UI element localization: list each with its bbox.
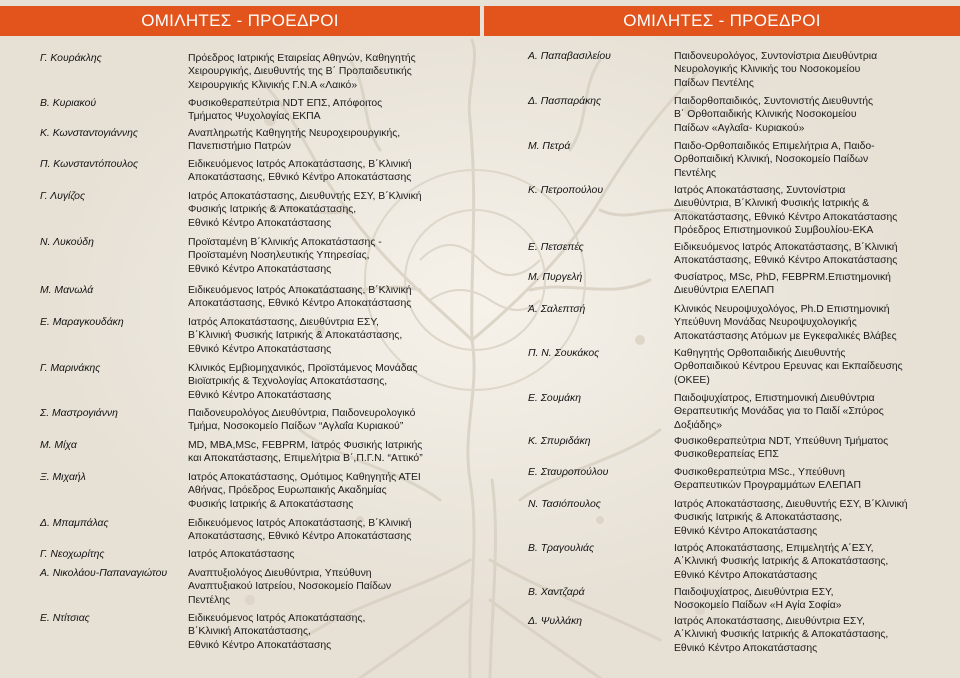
affiliation-line: Διευθύντρια ΕΛΕΠΑΠ	[674, 285, 775, 297]
affiliation-line: MD, MBA,MSc, FEBPRM, Ιατρός Φυσικής Ιατρικής	[188, 440, 423, 451]
affiliation-line: Ορθοπαιδικού Κέντρου Ερευνας και Εκπαίδευσης	[674, 361, 903, 373]
speaker-name: Δ. Ψυλλάκη	[528, 616, 583, 627]
affiliation-line: Ιατρός Αποκατάστασης, Συντονίστρια	[674, 185, 846, 196]
speaker-name: Ε. Σουμάκη	[528, 393, 582, 404]
affiliation-line: Εθνικό Κέντρο Αποκατάστασης	[674, 569, 818, 581]
speaker-entry	[528, 392, 948, 432]
speaker-entry	[40, 439, 480, 466]
affiliation-line: Κλινικός Εμβιομηχανικός, Προϊστάμενος Μονάδας	[188, 363, 418, 374]
speaker-name: Ά. Σαλεπτσή	[528, 304, 586, 315]
affiliation-line: Ειδικευόμενος Ιατρός Αποκατάστασης,	[188, 613, 366, 624]
affiliation-line: Παιδονευρολόγος, Συντονίστρια Διευθύντρια	[674, 51, 878, 62]
speaker-affiliation	[674, 498, 948, 538]
affiliation-line: Αναπτυξιολόγος Διευθύντρια, Υπεύθυνη	[188, 568, 372, 579]
affiliation-line: Διευθύντρια, Β΄Κλινική Φυσικής Ιατρικής &	[674, 198, 870, 210]
speaker-entry	[528, 586, 948, 613]
speaker-entry	[528, 542, 948, 582]
affiliation-line: Φυσικής Ιατρικής & Αποκατάστασης,	[188, 204, 357, 216]
speaker-affiliation	[188, 236, 480, 276]
affiliation-line: Ορθοπαιδική Κλινική, Νοσοκομείο Παίδων	[674, 154, 869, 166]
affiliation-line: Εθνικό Κέντρο Αποκατάστασης	[188, 263, 332, 275]
affiliation-line: Κλινικός Νευροψυχολόγος, Ph.D Επιστημονική	[674, 304, 890, 315]
affiliation-line: (ΟΚΕΕ)	[674, 374, 710, 386]
affiliation-line: Ιατρός Αποκατάστασης, Διευθύντρια ΕΣΥ,	[188, 317, 379, 328]
affiliation-line: Ιατρός Αποκατάστασης, Διευθυντής ΕΣΥ, Β΄Κλινική	[674, 499, 908, 510]
affiliation-line: Παιδοψυχίατρος, Επιστημονική Διευθύντρια	[674, 393, 875, 404]
affiliation-line: Πεντέλης	[674, 167, 717, 179]
affiliation-line: Υπεύθυνη Μονάδας Νευροψυχολογικής	[674, 317, 857, 329]
speaker-entry	[528, 347, 948, 387]
speaker-name: Ε. Ντίτσιας	[40, 613, 90, 624]
affiliation-line: Αποκατάστασης, Εθνικό Κέντρο Αποκατάστασης	[188, 298, 412, 310]
speaker-entry	[40, 407, 480, 434]
speaker-name: Κ. Πετροπούλου	[528, 185, 604, 196]
affiliation-line: Εθνικό Κέντρο Αποκατάστασης	[674, 642, 818, 654]
speaker-name: Ε. Σταυροπούλου	[528, 467, 609, 478]
affiliation-line: Αποκατάστασης, Εθνικό Κέντρο Αποκατάστασης	[674, 255, 898, 267]
speaker-affiliation	[188, 439, 480, 466]
speaker-name: Α. Παπαβασιλείου	[528, 51, 611, 62]
affiliation-line: Παιδο-Ορθοπαιδικός Επιμελήτρια Α, Παιδο-	[674, 141, 875, 152]
speaker-entry	[40, 567, 480, 607]
affiliation-line: Παιδονευρολόγος Διευθύντρια, Παιδονευρολογικό	[188, 408, 416, 419]
affiliation-line: Αποκατάστασης, Εθνικό Κέντρο Αποκατάστασης	[188, 531, 412, 543]
affiliation-line: Παίδων «Αγλαΐα- Κυριακού»	[674, 122, 805, 134]
speaker-entry	[40, 190, 480, 230]
affiliation-line: Ιατρός Αποκατάστασης, Διευθυντής ΕΣΥ, Β΄Κλινική	[188, 191, 422, 202]
affiliation-line: Θεραπευτικών Προγραμμάτων ΕΛΕΠΑΠ	[674, 480, 861, 492]
speaker-name: Α. Νικολάου-Παπαναγιώτου	[40, 568, 168, 579]
speaker-name: Μ. Πυργελή	[528, 272, 583, 283]
speaker-entry	[528, 498, 948, 538]
affiliation-line: Δοξιάδης»	[674, 419, 723, 431]
affiliation-line: Τμήμα, Νοσοκομείο Παίδων “Αγλαΐα Κυριακού”	[188, 421, 404, 433]
affiliation-line: Αποκατάστασης, Εθνικό Κέντρο Αποκατάστασης	[188, 172, 412, 184]
affiliation-line: Β΄Κλινική Φυσικής Ιατρικής & Αποκατάστασης,	[188, 330, 403, 342]
affiliation-line: Εθνικό Κέντρο Αποκατάστασης	[188, 639, 332, 651]
affiliation-line: Ιατρός Αποκατάστασης, Επιμελητής Α΄ΕΣΥ,	[674, 543, 874, 554]
speaker-entry	[528, 615, 948, 655]
speaker-entry	[528, 241, 948, 268]
speaker-affiliation	[188, 517, 480, 544]
affiliation-line: Αθήνας, Πρόεδρος Ευρωπαικής Ακαδημίας	[188, 485, 387, 497]
speaker-entry	[40, 316, 480, 356]
speaker-name: Ε. Μαραγκουδάκη	[40, 317, 124, 328]
speaker-entry	[528, 95, 948, 135]
speaker-affiliation	[188, 97, 480, 124]
speaker-affiliation	[674, 347, 948, 387]
speaker-name: Ν. Λυκούδη	[40, 237, 94, 248]
speaker-name: Ε. Πετσεπές	[528, 242, 584, 253]
speaker-affiliation	[188, 316, 480, 356]
affiliation-line: Αναπτυξιακού Ιατρείου, Νοσοκομείο Παίδων	[188, 581, 392, 593]
speaker-name: Δ. Πασπαράκης	[528, 96, 602, 107]
affiliation-line: Αποκατάστασης Ατόμων με Εγκεφαλικές Βλάβες	[674, 330, 897, 342]
affiliation-line: Ειδικευόμενος Ιατρός Αποκατάστασης, Β΄Κλινική	[674, 242, 898, 253]
speaker-affiliation	[188, 407, 480, 434]
speaker-affiliation	[674, 542, 948, 582]
affiliation-line: Νευρολογικής Κλινικής του Νοσοκομείου	[674, 64, 861, 76]
speaker-entry	[40, 471, 480, 511]
speaker-affiliation	[188, 362, 480, 402]
speaker-affiliation	[674, 615, 948, 655]
affiliation-line: Α΄Κλινική Φυσικής Ιατρικής & Αποκατάστασης,	[674, 629, 889, 641]
speaker-entry	[40, 127, 480, 154]
affiliation-line: Φυσικής Ιατρικής & Αποκατάστασης,	[674, 512, 843, 524]
speaker-name: Ν. Τασιόπουλος	[528, 499, 601, 510]
affiliation-line: Φυσίατρος, MSc, PhD, FEBPRM.Επιστημονική	[674, 272, 891, 283]
speaker-entry	[40, 284, 480, 311]
speaker-affiliation	[188, 567, 480, 607]
affiliation-line: Αναπληρωτής Καθηγητής Νευροχειρουργικής,	[188, 128, 401, 139]
speaker-affiliation	[674, 392, 948, 432]
affiliation-line: Εθνικό Κέντρο Αποκατάστασης	[188, 389, 332, 401]
speaker-affiliation	[188, 158, 480, 185]
speaker-entry	[528, 271, 948, 298]
speaker-name: Μ. Πετρά	[528, 141, 571, 152]
affiliation-line: Εθνικό Κέντρο Αποκατάστασης	[674, 525, 818, 537]
speaker-affiliation	[674, 466, 948, 493]
speaker-name: Κ. Σπυριδάκη	[528, 436, 591, 447]
affiliation-line: και Αποκατάστασης, Επιμελήτρια Β΄,Π.Γ.Ν. “Αττικό”	[188, 453, 423, 465]
speaker-name: Γ. Κουράκλης	[40, 53, 102, 64]
speaker-affiliation	[674, 140, 948, 180]
speaker-name: Σ. Μαστρογιάννη	[40, 408, 118, 419]
affiliation-line: Καθηγητής Ορθοπαιδικής Διευθυντής	[674, 348, 846, 359]
affiliation-line: Θεραπευτικής Μονάδας για το Παιδί «Σπύρος	[674, 406, 884, 418]
speaker-entry	[528, 466, 948, 493]
speaker-entry	[40, 612, 480, 652]
speaker-affiliation	[188, 612, 480, 652]
affiliation-line: Ιατρός Αποκατάστασης, Διευθύντρια ΕΣΥ,	[674, 616, 865, 627]
speaker-name: Β. Κυριακού	[40, 98, 97, 109]
speaker-name: Κ. Κωνσταντογιάννης	[40, 128, 138, 139]
affiliation-line: Β΄Κλινική Αποκατάστασης,	[188, 626, 311, 638]
speaker-name: Π. Κωνσταντόπουλος	[40, 159, 139, 170]
affiliation-line: Βιοϊατρικής & Τεχνολογίας Αποκατάστασης,	[188, 376, 388, 388]
speaker-affiliation	[674, 241, 948, 268]
speaker-entry	[528, 184, 948, 238]
affiliation-line: Χειρουργικής Κλινικής Γ.Ν.Α «Λαικό»	[188, 79, 358, 91]
affiliation-line: Α΄Κλινική Φυσικής Ιατρικής & Αποκατάστασης,	[674, 556, 889, 568]
speaker-affiliation	[188, 284, 480, 311]
affiliation-line: Φυσικοθεραπεύτρια NDT ΕΠΣ, Απόφοιτος	[188, 98, 383, 109]
speaker-name: Ξ. Μιχαήλ	[40, 472, 86, 483]
speaker-affiliation	[188, 52, 480, 92]
speaker-entry	[40, 548, 480, 561]
speaker-name: Γ. Λυγίζος	[40, 191, 85, 202]
speaker-name: Β. Χαντζαρά	[528, 587, 585, 598]
affiliation-line: Φυσικοθεραπείας ΕΠΣ	[674, 449, 779, 461]
speaker-entry	[40, 52, 480, 92]
speaker-entry	[40, 158, 480, 185]
speaker-affiliation	[188, 190, 480, 230]
affiliation-line: Τμήματος Ψυχολογίας ΕΚΠΑ	[188, 111, 321, 123]
speaker-affiliation	[674, 303, 948, 343]
speaker-affiliation	[674, 184, 948, 238]
speaker-affiliation	[188, 548, 480, 561]
speaker-name: Μ. Μανωλά	[40, 285, 94, 296]
speaker-entry	[528, 50, 948, 90]
affiliation-line: Παιδοψυχίατρος, Διευθύντρια ΕΣΥ,	[674, 587, 834, 598]
affiliation-line: Πρόεδρος Ιατρικής Εταιρείας Αθηνών, Καθηγητής	[188, 53, 416, 64]
affiliation-line: Αποκατάστασης, Εθνικό Κέντρο Αποκατάστασης	[674, 211, 898, 223]
speaker-entry	[528, 140, 948, 180]
affiliation-line: Ειδικευόμενος Ιατρός Αποκατάστασης, Β΄Κλινική	[188, 159, 412, 170]
affiliation-line: Νοσοκομείο Παίδων «Η Αγία Σοφία»	[674, 600, 842, 612]
speaker-affiliation	[674, 271, 948, 298]
speakers-header-left: ΟΜΙΛΗΤΕΣ - ΠΡΟΕΔΡΟΙ	[0, 6, 480, 36]
speakers-header-right: ΟΜΙΛΗΤΕΣ - ΠΡΟΕΔΡΟΙ	[484, 6, 960, 36]
affiliation-line: Πεντέλης	[188, 594, 231, 606]
speaker-entry	[40, 97, 480, 124]
affiliation-line: Προϊσταμένη Νοσηλευτικής Υπηρεσίας,	[188, 250, 370, 262]
affiliation-line: Ειδικευόμενος Ιατρός Αποκατάστασης, Β΄Κλινική	[188, 285, 412, 296]
affiliation-line: Β΄ Ορθοπαιδικής Κλινικής Νοσοκομείου	[674, 109, 857, 121]
speaker-name: Π. Ν. Σουκάκος	[528, 348, 600, 359]
speaker-entry	[40, 362, 480, 402]
speaker-entry	[528, 303, 948, 343]
affiliation-line: Φυσικοθεραπεύτρια NDT, Υπεύθυνη Τμήματος	[674, 436, 889, 447]
affiliation-line: Προϊσταμένη Β΄Κλινικής Αποκατάστασης -	[188, 237, 382, 248]
speaker-name: Μ. Μίχα	[40, 440, 77, 451]
speaker-name: Δ. Μπαμπάλας	[40, 518, 109, 529]
speaker-entry	[40, 517, 480, 544]
speaker-entry	[528, 435, 948, 462]
affiliation-line: Πανεπιστήμιο Πατρών	[188, 141, 291, 153]
affiliation-line: Ιατρός Αποκατάστασης, Ομότιμος Καθηγητής ΑΤΕΙ	[188, 472, 421, 483]
affiliation-line: Εθνικό Κέντρο Αποκατάστασης	[188, 343, 332, 355]
affiliation-line: Εθνικό Κέντρο Αποκατάστασης	[188, 217, 332, 229]
speaker-affiliation	[674, 586, 948, 613]
affiliation-line: Παιδορθοπαιδικός, Συντονιστής Διευθυντής	[674, 96, 874, 107]
speaker-name: Γ. Νεοχωρίτης	[40, 549, 105, 560]
affiliation-line: Ιατρός Αποκατάστασης	[188, 549, 295, 560]
affiliation-line: Χειρουργικής, Διευθυντής της Β΄ Προπαιδευτικής	[188, 66, 412, 78]
speaker-entry	[40, 236, 480, 276]
affiliation-line: Φυσικής Ιατρικής & Αποκατάστασης	[188, 498, 354, 510]
speaker-affiliation	[674, 435, 948, 462]
speaker-name: Γ. Μαρινάκης	[40, 363, 101, 374]
affiliation-line: Πρόεδρος Επιστημονικού Συμβουλίου-ΕΚΑ	[674, 225, 874, 237]
speaker-affiliation	[674, 50, 948, 90]
affiliation-line: Παίδων Πεντέλης	[674, 77, 754, 89]
speaker-affiliation	[188, 127, 480, 154]
speaker-affiliation	[188, 471, 480, 511]
affiliation-line: Φυσικοθεραπεύτρια MSc., Υπεύθυνη	[674, 467, 845, 478]
speaker-affiliation	[674, 95, 948, 135]
affiliation-line: Ειδικευόμενος Ιατρός Αποκατάστασης, Β΄Κλινική	[188, 518, 412, 529]
speaker-name: Β. Τραγουλιάς	[528, 543, 595, 554]
